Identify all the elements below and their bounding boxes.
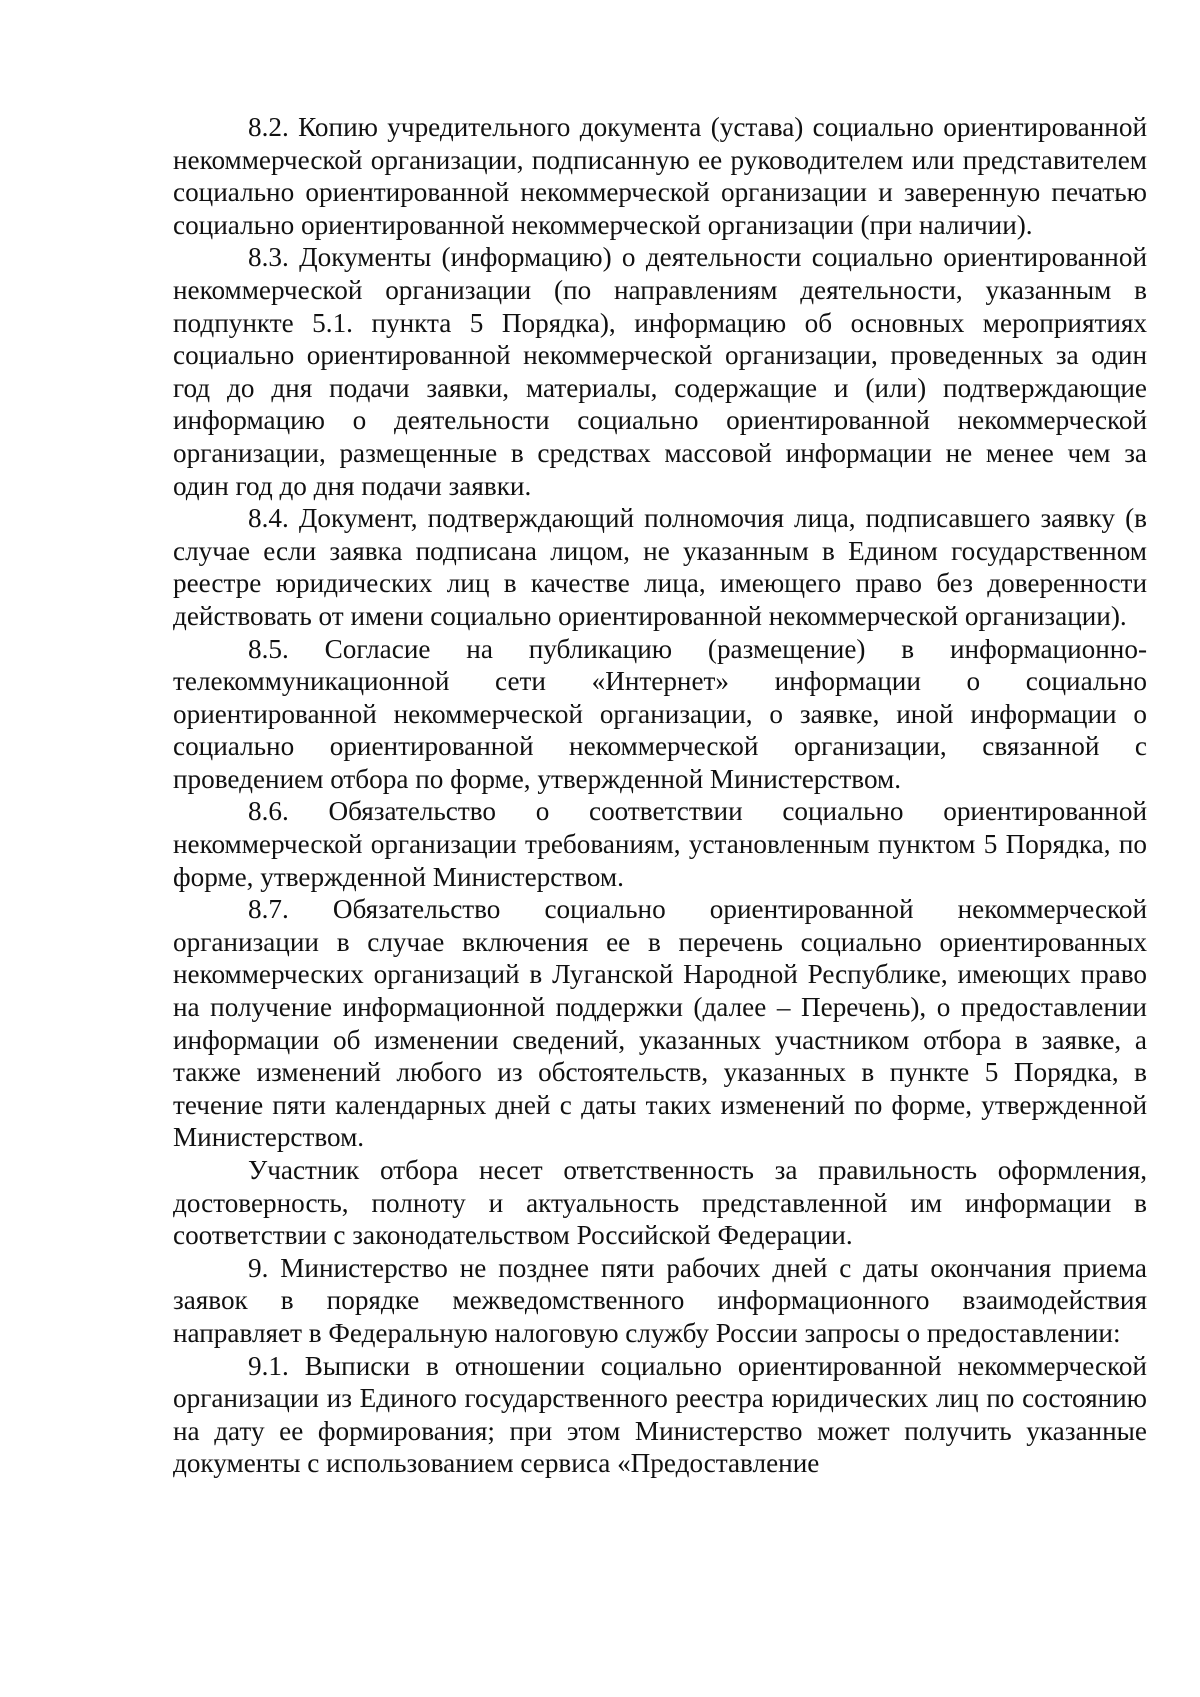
paragraph-9-1: 9.1. Выписки в отношении социально ориентированной некоммерческой организации из Единого государственного реестра юридических лиц по состоянию на дату ее формирования; при этом Министерство может получить указанные документы с использованием сервиса «Предоставление — [173, 1350, 1147, 1479]
paragraph-responsibility: Участник отбора несет ответственность за правильность оформления, достоверность, полноту и актуальность представленной им информации в соответствии с законодательством Российской Федерации. — [173, 1155, 1147, 1251]
paragraph-8-6: 8.6. Обязательство о соответствии социально ориентированной некоммерческой организации требованиям, установленным пунктом 5 Порядка, по форме, утвержденной Министерством. — [173, 796, 1147, 892]
paragraph-8-5: 8.5. Согласие на публикацию (размещение) в информационно-телекоммуникационной сети «Интернет» информации о социально ориентированной некоммерческой организации, о заявке, иной информации о социально ориентированной некоммерческой организации, связанной с проведением отбора по форме, утвержденной Министерством. — [173, 633, 1147, 794]
paragraph-9: 9. Министерство не позднее пяти рабочих дней с даты окончания приема заявок в порядке межведомственного информационного взаимодействия направляет в Федеральную налоговую службу России запросы о предоставлении: — [173, 1252, 1147, 1348]
paragraph-8-7: 8.7. Обязательство социально ориентированной некоммерческой организации в случае включения ее в перечень социально ориентированных некоммерческих организаций в Луганской Народной Республике, имеющих право на получение информационной поддержки (далее – Перечень), о предоставлении информации об изменении сведений, указанных участником отбора в заявке, а также изменений любого из обстоятельств, указанных в пункте 5 Порядка, в течение пяти календарных дней с даты таких изменений по форме, утвержденной Министерством. — [173, 894, 1147, 1153]
paragraph-8-4: 8.4. Документ, подтверждающий полномочия лица, подписавшего заявку (в случае если заявка подписана лицом, не указанным в Едином государственном реестре юридических лиц в качестве лица, имеющего право без доверенности действовать от имени социально ориентированной некоммерческой организации). — [173, 503, 1147, 631]
paragraph-8-2: 8.2. Копию учредительного документа (устава) социально ориентированной некоммерческой организации, подписанную ее руководителем или представителем социально ориентированной некоммерческой организации и заверенную печатью социально ориентированной некоммерческой организации (при наличии). — [173, 112, 1147, 240]
document-body — [173, 111, 1147, 1480]
paragraph-8-3: 8.3. Документы (информацию) о деятельности социально ориентированной некоммерческой организации (по направлениям деятельности, указанным в подпункте 5.1. пункта 5 Порядка), информацию об основных мероприятиях социально ориентированной некоммерческой организации, проведенных за один год до дня подачи заявки, материалы, содержащие и (или) подтверждающие информацию о деятельности социально ориентированной некоммерческой организации, размещенные в средствах массовой информации не менее чем за один год до дня подачи заявки. — [173, 242, 1147, 501]
